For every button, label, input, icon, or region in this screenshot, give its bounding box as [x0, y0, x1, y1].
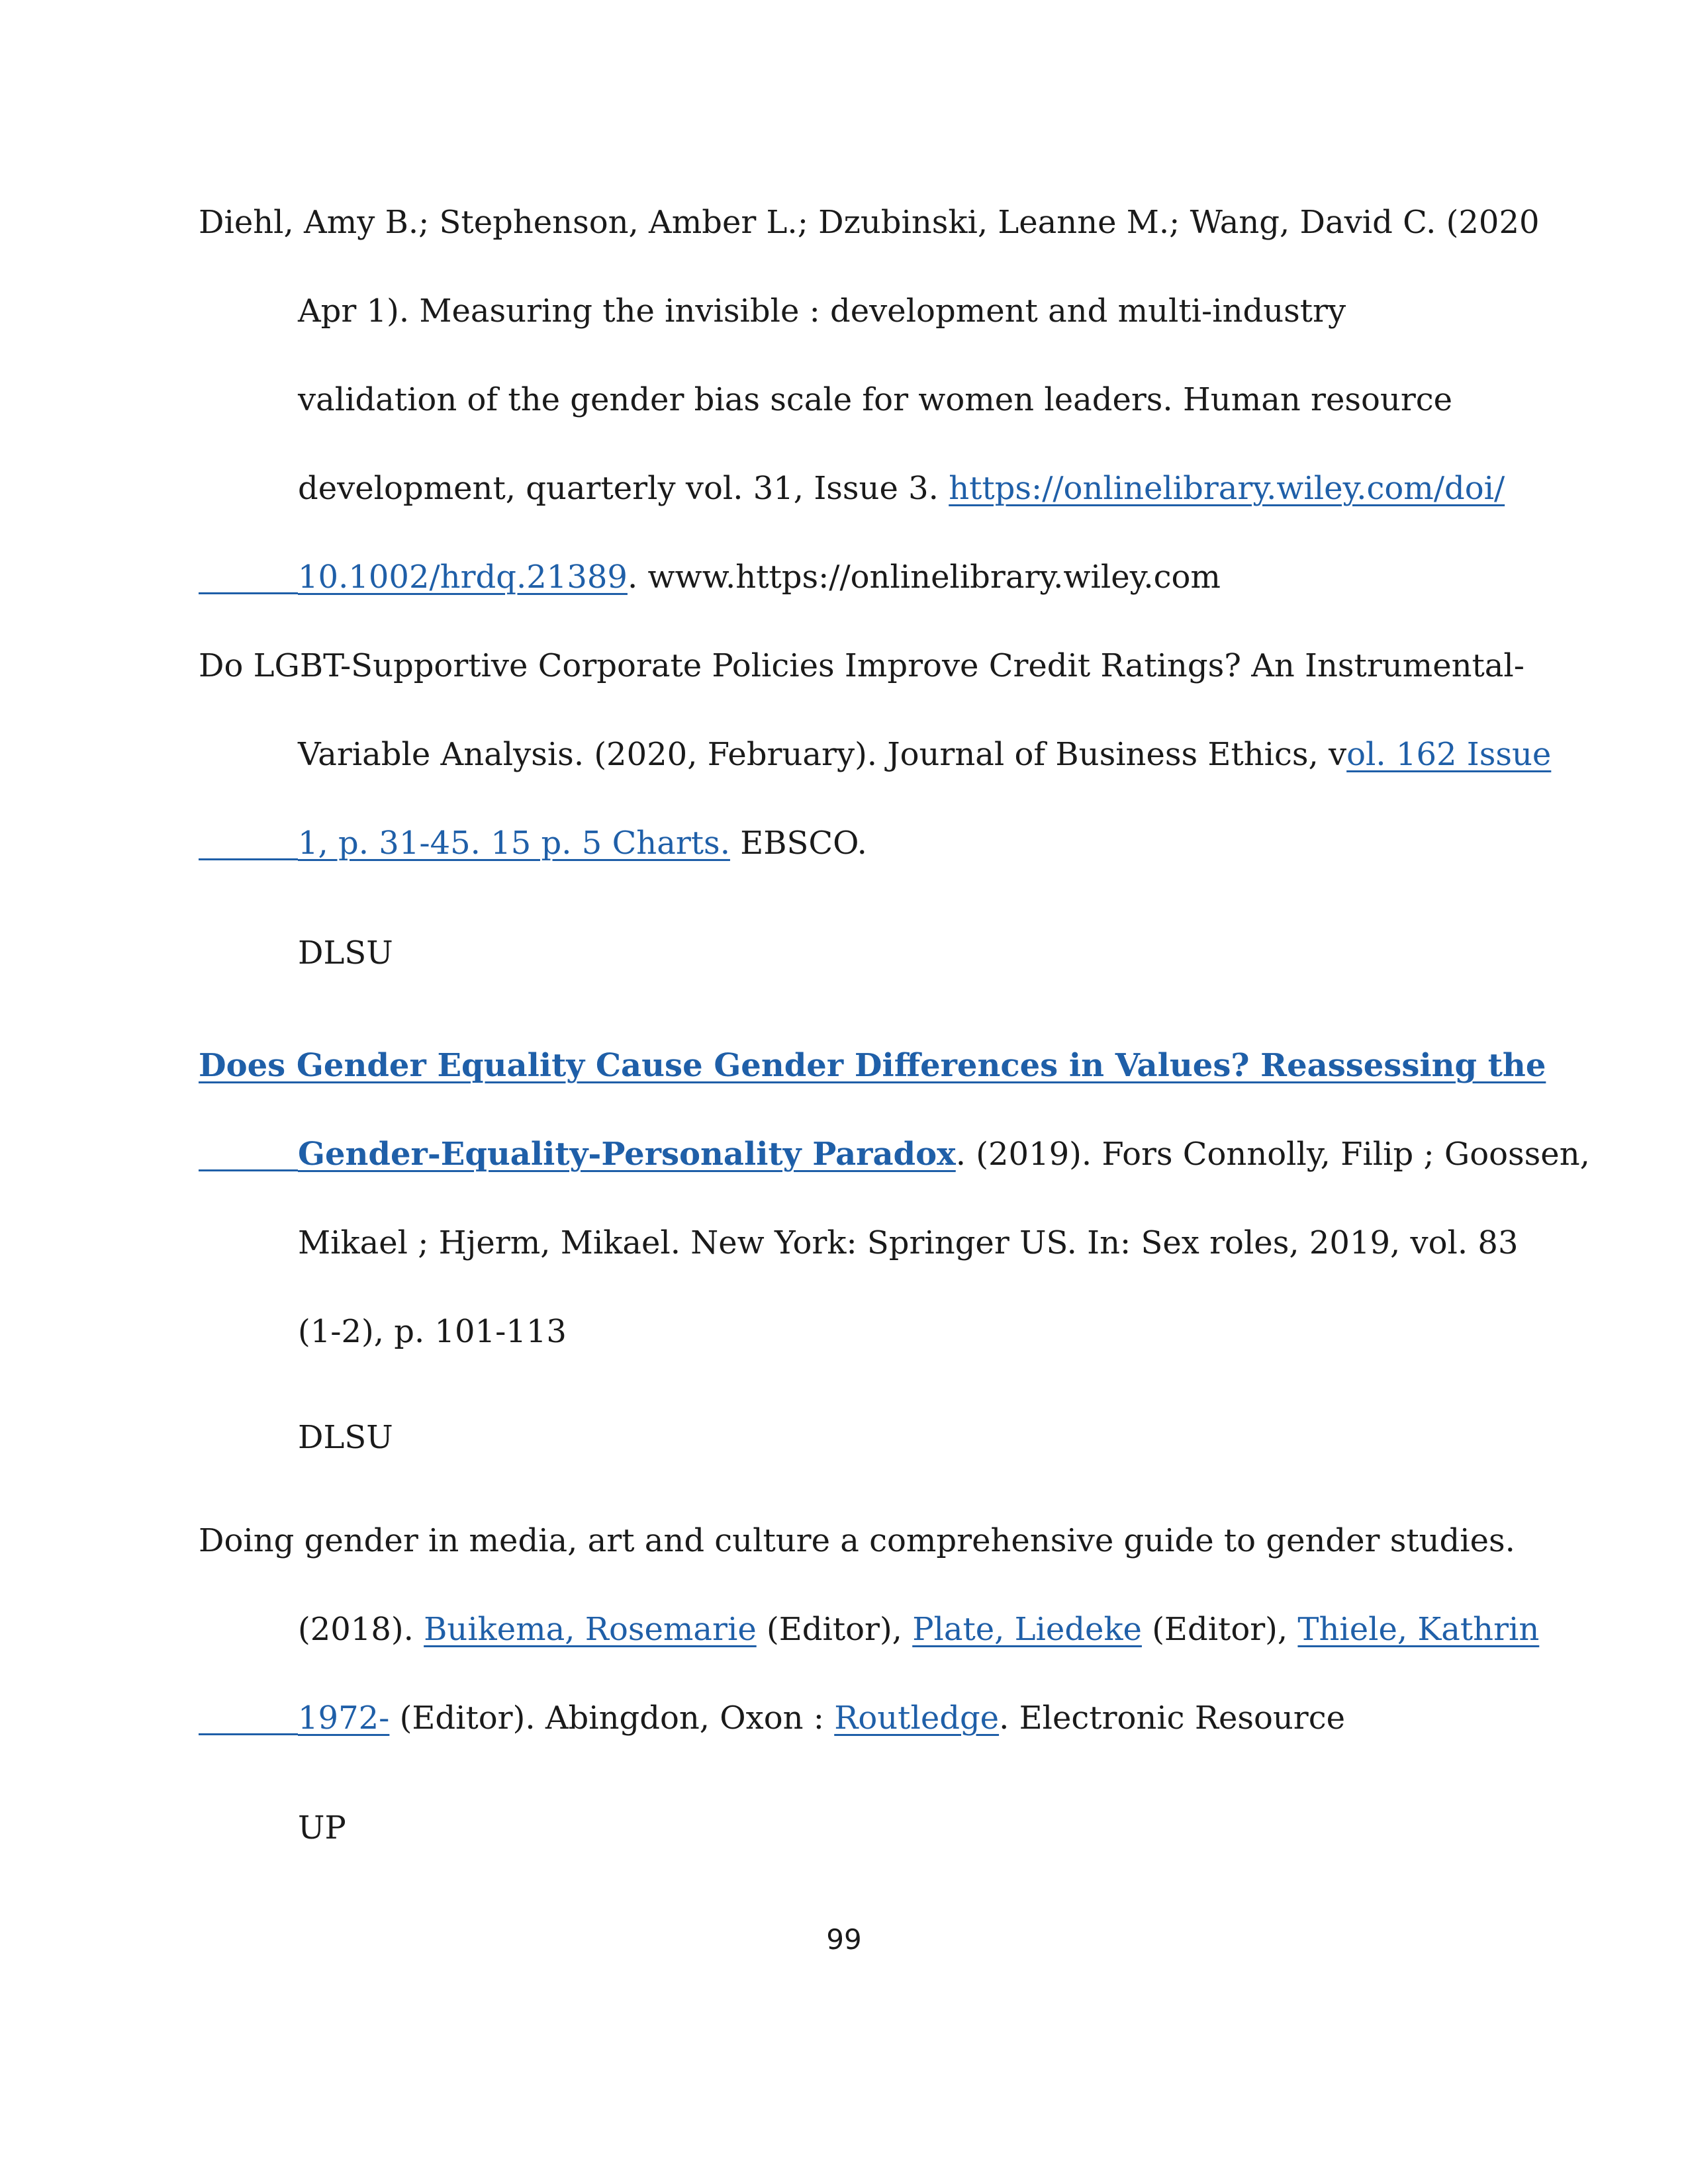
citation-diehl-line-2: Apr 1). Measuring the invisible : development and multi-industry [298, 293, 1346, 330]
editor-buikema-link[interactable]: Buikema, Rosemarie [424, 1611, 757, 1648]
library-label-up: UP [298, 1809, 346, 1846]
link-indent-underline [199, 1698, 298, 1738]
citation-diehl-line-3: validation of the gender bias scale for women leaders. Human resource [298, 381, 1453, 418]
editor-plate-link[interactable]: Plate, Liedeke [912, 1611, 1142, 1648]
citation-diehl-line-1: Diehl, Amy B.; Stephenson, Amber L.; Dzubinski, Leanne M.; Wang, David C. (2020 [199, 204, 1540, 241]
page-number: 99 [826, 1923, 862, 1956]
citation-gender-equality-line-4: (1-2), p. 101-113 [298, 1313, 567, 1350]
citation-doing-gender-line-2: (2018). Buikema, Rosemarie (Editor), Plate, Liedeke (Editor), Thiele, Kathrin [298, 1611, 1540, 1648]
citation-gender-equality-line-2: Gender-Equality-Personality Paradox. (2019). Fors Connolly, Filip ; Goossen, [199, 1134, 1590, 1174]
lgbt-volume-link-continued[interactable]: 1, p. 31-45. 15 p. 5 Charts. [298, 825, 730, 862]
wiley-doi-link[interactable]: https://onlinelibrary.wiley.com/doi/ [949, 470, 1505, 507]
citation-doing-gender-line-3: 1972- (Editor). Abingdon, Oxon : Routledge. Electronic Resource [199, 1698, 1345, 1738]
lgbt-volume-link[interactable]: ol. 162 Issue [1346, 736, 1552, 773]
gender-equality-title-link[interactable]: Does Gender Equality Cause Gender Differences in Values? Reassessing the [199, 1047, 1546, 1084]
citation-diehl-line-4: development, quarterly vol. 31, Issue 3. https://onlinelibrary.wiley.com/doi/ [298, 470, 1505, 507]
citation-diehl-line-5: 10.1002/hrdq.21389. www.https://onlinelibrary.wiley.com [199, 557, 1221, 597]
library-label-dlsu-1: DLSU [298, 934, 393, 972]
publisher-routledge-link[interactable]: Routledge [834, 1700, 1000, 1737]
citation-doing-gender-line-1: Doing gender in media, art and culture a comprehensive guide to gender studies. [199, 1522, 1515, 1559]
editor-thiele-link-continued[interactable]: 1972- [298, 1700, 390, 1737]
editor-thiele-link[interactable]: Thiele, Kathrin [1297, 1611, 1540, 1648]
wiley-doi-link-continued[interactable]: 10.1002/hrdq.21389 [298, 559, 628, 596]
link-indent-underline [199, 823, 298, 863]
citation-lgbt-line-3: 1, p. 31-45. 15 p. 5 Charts. EBSCO. [199, 823, 867, 863]
citation-gender-equality-line-1 [199, 1046, 1546, 1085]
citation-gender-equality-line-3: Mikael ; Hjerm, Mikael. New York: Springer US. In: Sex roles, 2019, vol. 83 [298, 1224, 1519, 1261]
citation-lgbt-line-1: Do LGBT-Supportive Corporate Policies Improve Credit Ratings? An Instrumental- [199, 647, 1524, 684]
gender-equality-title-link-continued[interactable]: Gender-Equality-Personality Paradox [298, 1136, 956, 1173]
link-indent-underline [199, 1134, 298, 1174]
link-indent-underline [199, 557, 298, 597]
citation-lgbt-line-2: Variable Analysis. (2020, February). Journal of Business Ethics, vol. 162 Issue [298, 736, 1552, 773]
library-label-dlsu-2: DLSU [298, 1419, 393, 1456]
